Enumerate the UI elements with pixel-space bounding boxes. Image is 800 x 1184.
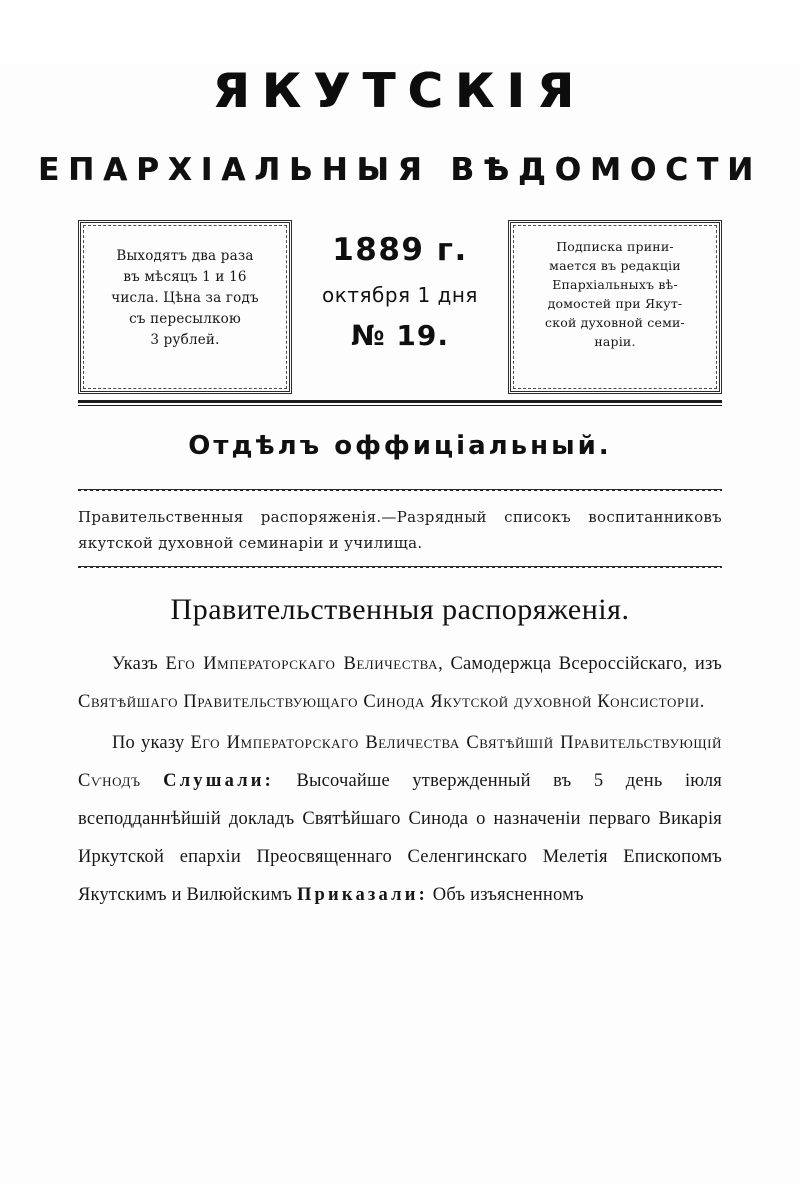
subscription-terms-box — [78, 220, 292, 394]
office-line: Епархіальныхъ вѣ- — [552, 277, 678, 292]
section-heading: Отдѣлъ оффиціальный. — [188, 431, 612, 461]
issue-number: № 19. — [350, 319, 450, 352]
issue-date: октября 1 дня — [322, 283, 478, 307]
masthead-title: ЯКУТСКIЯ — [213, 64, 587, 119]
terms-line: съ пересылкою — [129, 311, 241, 327]
issue-info — [300, 232, 500, 352]
text-segment: Слушали: — [163, 771, 274, 791]
issue-year: 1889 г. — [332, 232, 468, 268]
text-segment: Высочайше утвержденный въ 5 день іюля всеподданнѣйшій докладъ Святѣйшаго Синода о назначеніи перваго Викарія Иркутской епархіи Преосвященнаго Селенгинскаго Мелетія Епископомъ Якутскимъ и Вилюйскимъ — [78, 771, 723, 905]
text-segment: Святѣйшаго Правительствующаго Синода Якутской духовной Консисторіи — [78, 692, 700, 712]
office-line: Подписка прини- — [556, 239, 674, 254]
masthead-subtitle: ЕПАРХIАЛЬНЫЯ ВѢДОМОСТИ — [37, 152, 763, 188]
subscription-office-lines — [515, 229, 715, 351]
text-segment: Указъ — [112, 654, 166, 674]
office-line: наріи. — [594, 334, 636, 349]
terms-line: 3 рублей. — [150, 332, 220, 348]
text-segment: Приказали: — [296, 885, 428, 905]
subscription-terms-lines — [85, 229, 285, 351]
text-segment: По указу — [112, 733, 191, 753]
paragraph — [78, 724, 722, 914]
terms-line: Выходятъ два раза — [116, 248, 254, 264]
office-line: домостей при Якут- — [547, 296, 683, 311]
terms-line: числа. Цѣна за годъ — [111, 290, 259, 306]
text-segment: Его Императорскаго Величества Святѣйшій Правительствующій Сѵнодъ — [78, 733, 722, 791]
subscription-office-box — [508, 220, 722, 394]
article-body — [78, 645, 722, 914]
text-segment: Объ изъясненномъ — [427, 885, 584, 905]
masthead-info-row — [0, 220, 800, 400]
office-line: ской духовной семи- — [545, 315, 685, 330]
text-segment: Его Императорскаго Величества — [165, 654, 439, 674]
terms-line: въ мѣсяцъ 1 и 16 — [123, 269, 247, 285]
divider-rule-contents-bottom — [78, 566, 722, 571]
article-title: Правительственныя распоряженія. — [170, 593, 630, 626]
text-segment — [141, 771, 163, 791]
divider-rule-contents-top — [78, 489, 722, 494]
office-line: мается въ редакціи — [549, 258, 681, 273]
paragraph — [78, 645, 722, 721]
text-segment: , Самодержца Всероссійскаго, изъ — [438, 654, 722, 674]
divider-rule-top — [78, 400, 722, 406]
text-segment: . — [699, 692, 705, 712]
document-page — [0, 64, 800, 1184]
contents-summary: Правительственныя распоряженія.—Разрядный списокъ воспитанниковъ якутской духовной семинаріи и училища. — [78, 508, 722, 552]
